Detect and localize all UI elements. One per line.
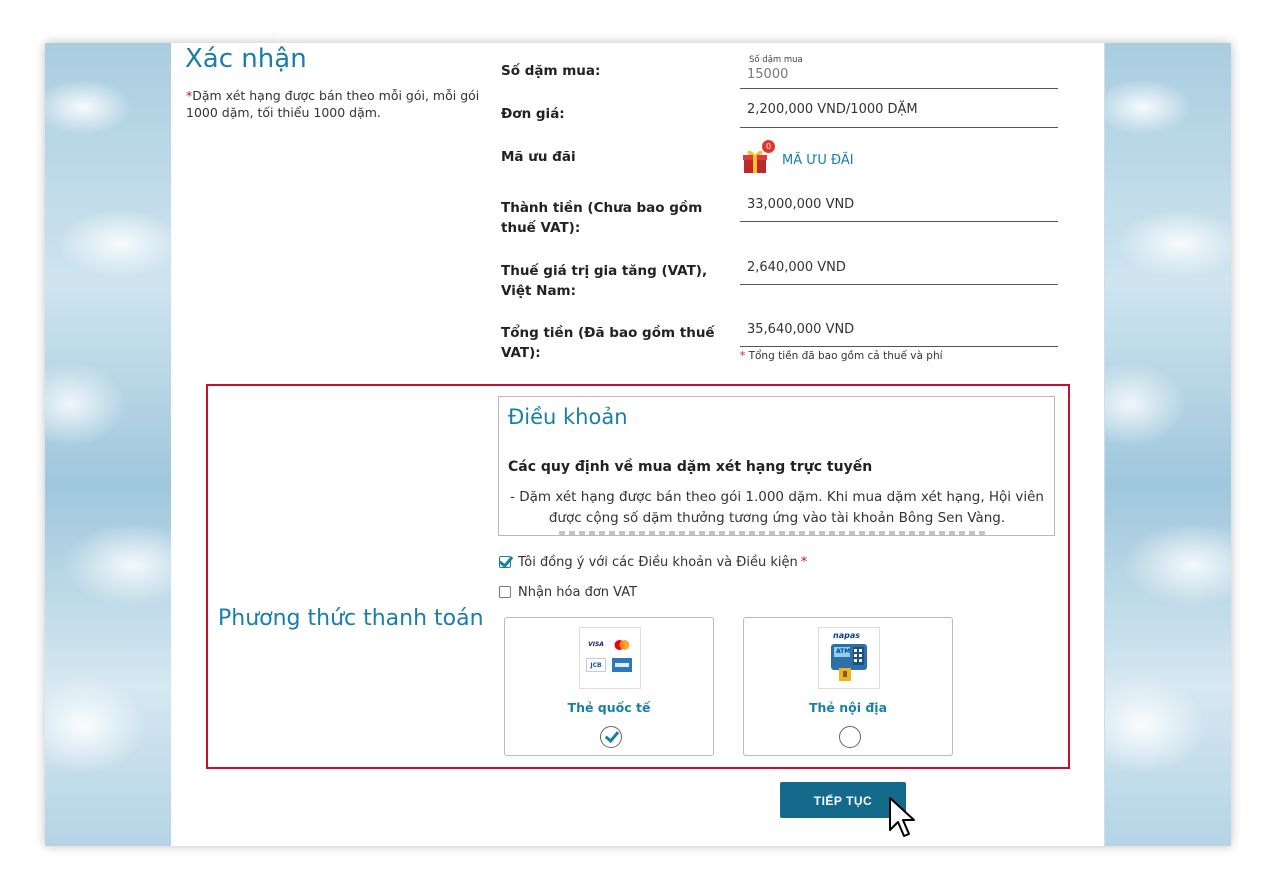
miles-label: Số dặm mua: — [501, 63, 601, 79]
subtotal-value: 33,000,000 VND — [747, 197, 855, 212]
vat-invoice-label: Nhận hóa đơn VAT — [518, 584, 638, 600]
unit-price-label: Đơn giá: — [501, 106, 565, 122]
note-star: * — [186, 88, 193, 103]
miles-input[interactable] — [740, 43, 1058, 89]
domestic-radio[interactable] — [839, 726, 861, 748]
note-text: Dặm xét hạng được bán theo mỗi gói, mỗi gói 1000 dặm, tối thiểu 1000 dặm. — [186, 88, 480, 120]
required-star: * — [800, 554, 808, 570]
unit-price-value: 2,200,000 VND/1000 DẶM — [747, 102, 918, 117]
promo-link-text: MÃ ƯU ĐÃI — [782, 153, 854, 168]
payment-option-domestic[interactable] — [743, 617, 953, 756]
international-card-name: Thẻ quốc tế — [567, 700, 651, 715]
payment-option-international[interactable] — [504, 617, 714, 756]
terms-body: - Dặm xét hạng được bán theo gói 1.000 dặm. Khi mua dặm xét hạng, Hội viên được cộng số dặm thưởng tương ứng vào tài khoản Bông Sen Vàng. — [510, 489, 1044, 526]
amex-icon — [612, 658, 632, 672]
subtotal-label: Thành tiền (Chưa bao gồm thuế VAT): — [501, 200, 703, 236]
agree-terms-label: Tôi đồng ý với các Điều khoản và Điều kiện — [518, 554, 798, 570]
total-note-text: Tổng tiền đã bao gồm cả thuế và phí — [748, 350, 943, 362]
total-note-star: * — [740, 350, 746, 362]
terms-title: Điều khoản — [508, 405, 628, 429]
total-value: 35,640,000 VND — [747, 322, 855, 337]
promo-count-badge: 0 — [762, 140, 775, 153]
continue-button[interactable]: TIẾP TỤC — [780, 782, 906, 818]
terms-overflow-line — [559, 531, 989, 536]
napas-atm-logo — [818, 627, 880, 689]
napas-logo-text: napas — [833, 631, 860, 640]
atm-label: ATM — [836, 648, 851, 655]
mouse-pointer-icon — [888, 796, 916, 838]
vat-invoice-row[interactable] — [499, 583, 637, 601]
subtotal-field — [740, 190, 1058, 222]
jcb-logo: JCB — [586, 658, 606, 672]
sky-background-right — [1105, 43, 1231, 846]
miles-value: 15000 — [747, 67, 789, 82]
international-cards-logo — [579, 627, 641, 689]
promo-code-link[interactable] — [740, 140, 940, 176]
terms-box[interactable] — [498, 396, 1055, 536]
domestic-card-name: Thẻ nội địa — [808, 700, 888, 715]
unit-price-field — [740, 96, 1058, 128]
agree-terms-checkbox[interactable] — [499, 556, 511, 568]
total-label: Tổng tiền (Đã bao gồm thuế VAT): — [501, 325, 715, 361]
promo-label: Mã ưu đãi — [501, 149, 576, 165]
visa-logo: VISA — [588, 641, 604, 648]
vat-field — [740, 253, 1058, 285]
payment-method-title: Phương thức thanh toán — [218, 606, 484, 631]
mastercard-icon — [612, 638, 632, 652]
terms-subtitle: Các quy định về mua dặm xét hạng trực tuyến — [508, 459, 873, 475]
vat-value: 2,640,000 VND — [747, 260, 846, 275]
total-note — [740, 350, 943, 362]
international-radio[interactable] — [600, 726, 622, 748]
confirm-note — [186, 87, 486, 121]
agree-terms-row[interactable] — [499, 553, 807, 571]
confirm-title: Xác nhận — [185, 44, 307, 74]
sky-background-left — [45, 43, 171, 846]
vat-label: Thuế giá trị gia tăng (VAT), Việt Nam: — [501, 263, 708, 299]
vat-invoice-checkbox[interactable] — [499, 586, 511, 598]
miles-mini-label: Số dặm mua — [749, 55, 803, 65]
total-field — [740, 315, 1058, 347]
